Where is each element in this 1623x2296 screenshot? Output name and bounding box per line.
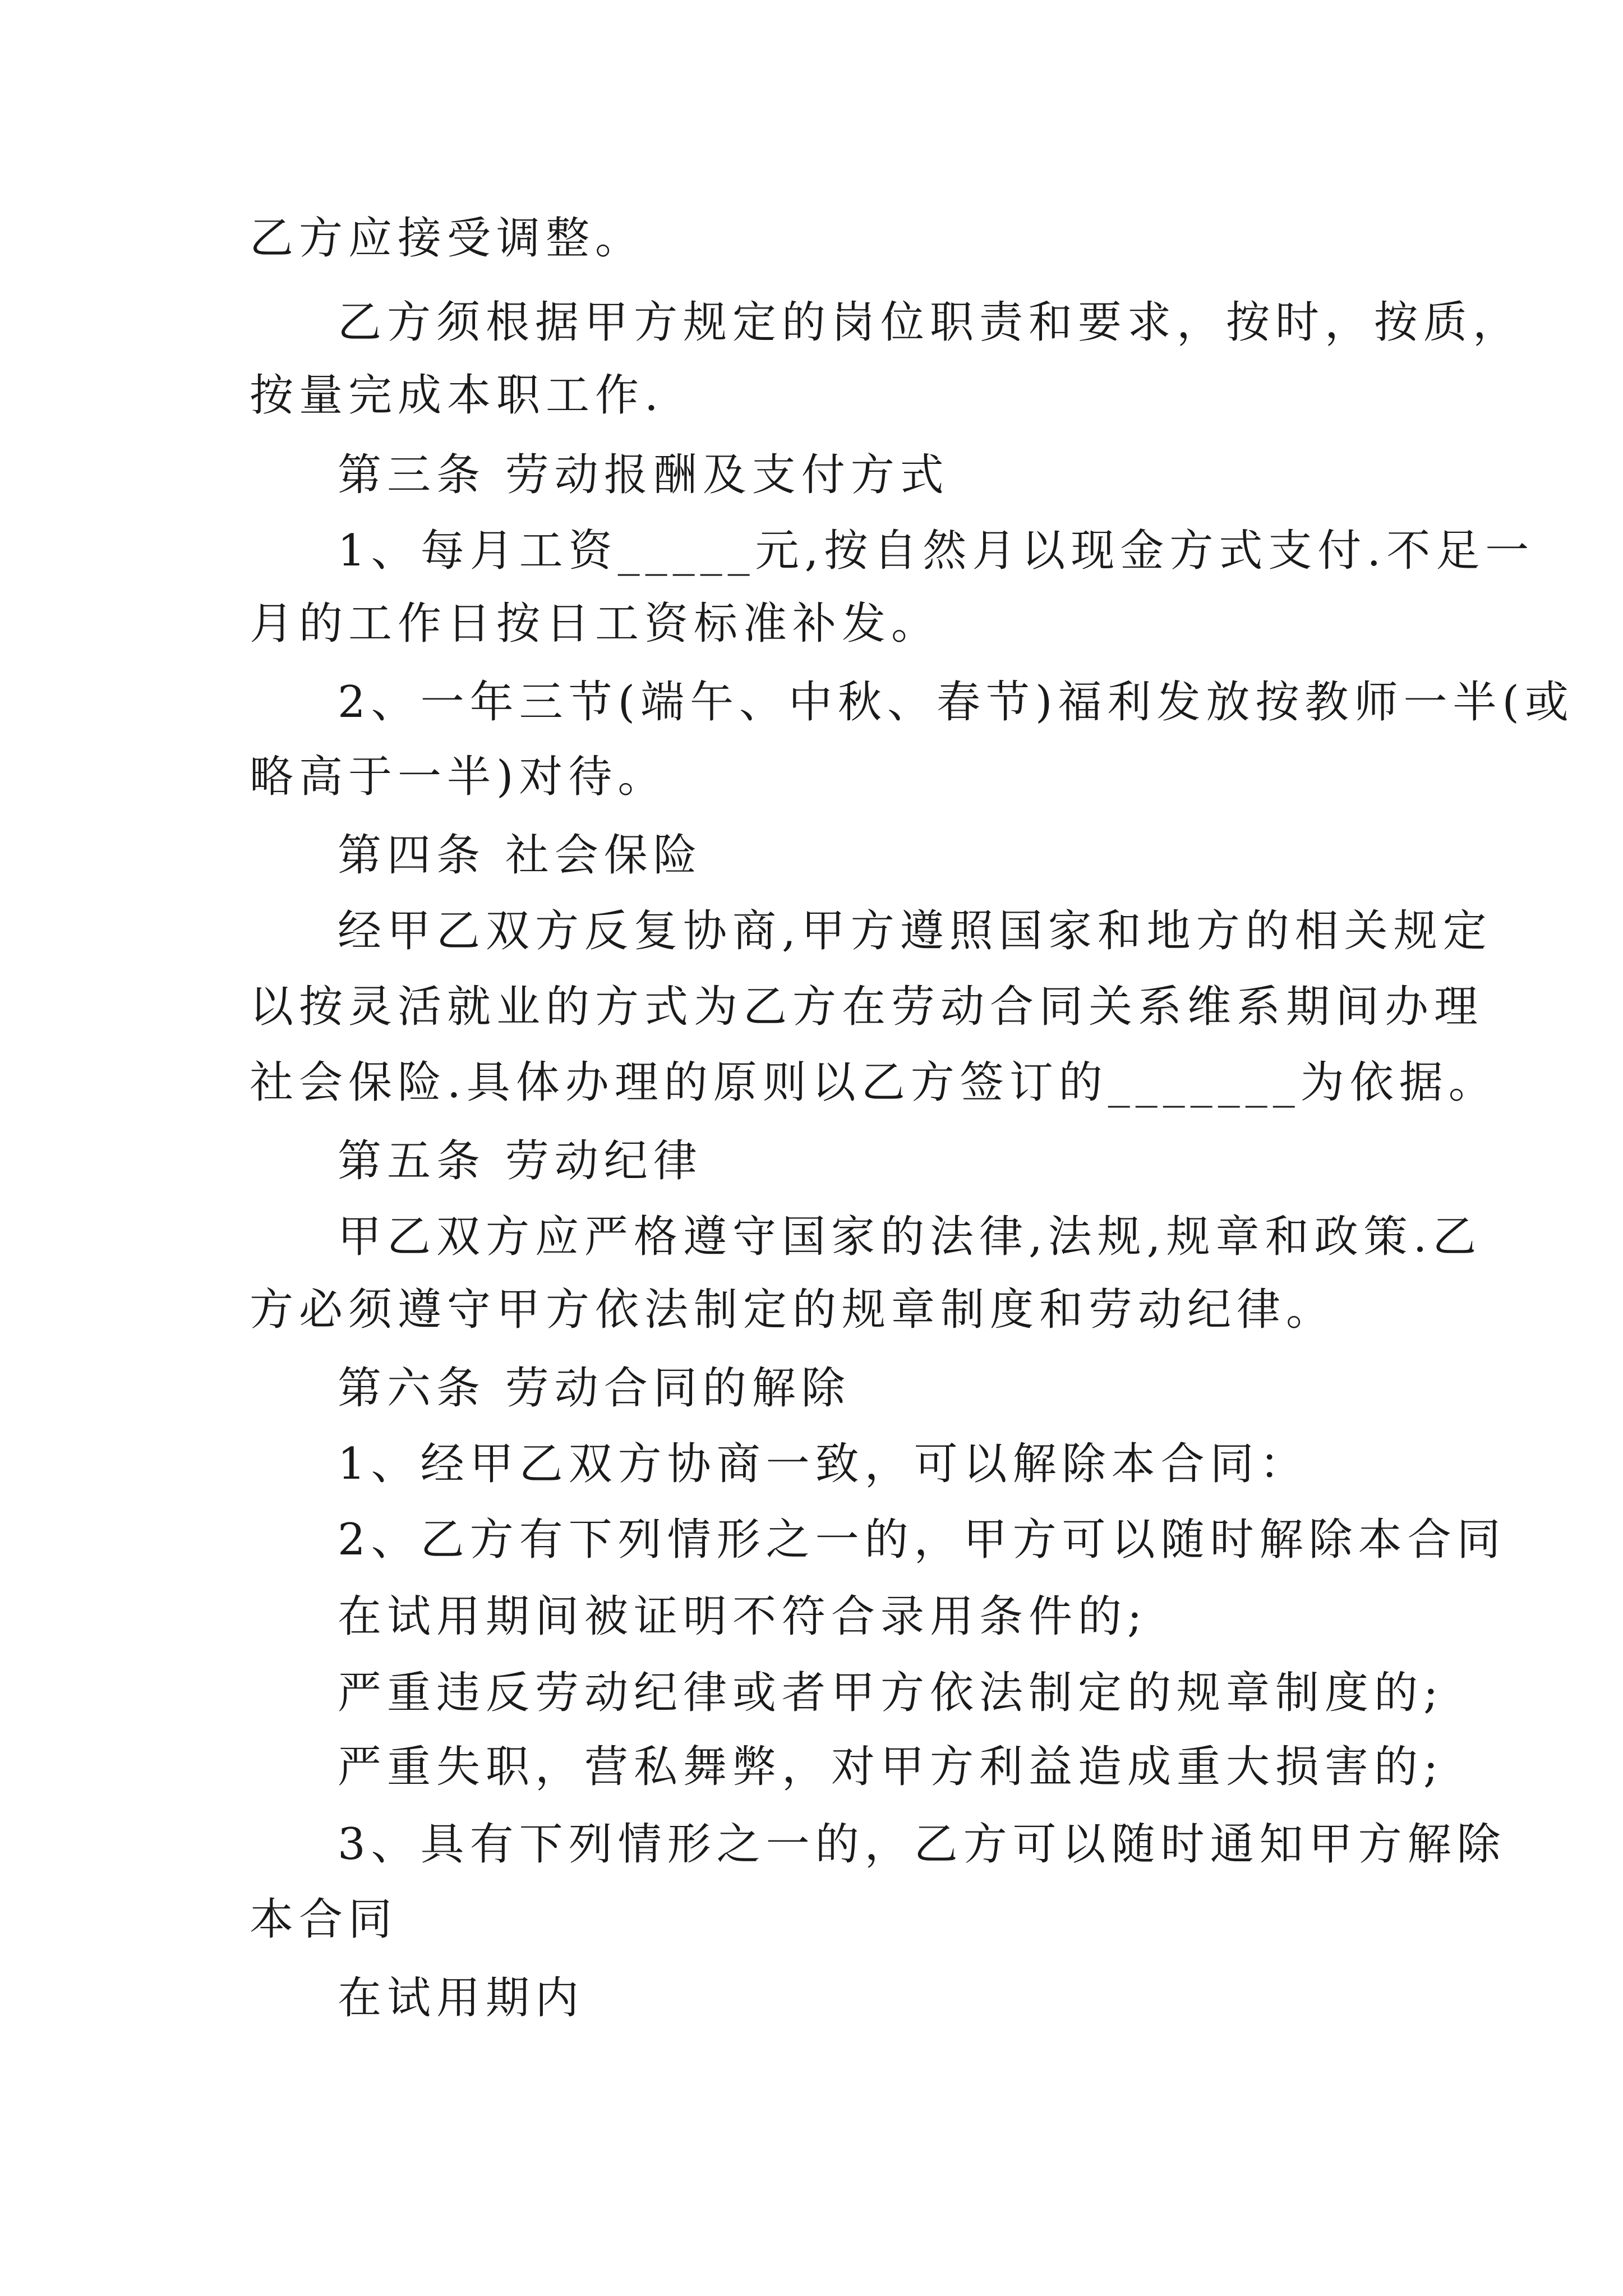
paragraph-line: 月的工作日按日工资标准补发。 [250, 599, 941, 649]
paragraph-line: 本合同 [250, 1894, 398, 1945]
paragraph-line: 经甲乙双方反复协商,甲方遵照国家和地方的相关规定 [338, 906, 1492, 956]
paragraph-line: 社会保险.具体办理的原则以乙方签订的_______为依据。 [250, 1057, 1498, 1108]
paragraph-line: 按量完成本职工作. [250, 370, 664, 421]
paragraph-line: 3、具有下列情形之一的，乙方可以随时通知甲方解除 [338, 1819, 1506, 1870]
paragraph-line: 1、每月工资_____元,按自然月以现金方式支付.不足一 [338, 526, 1535, 576]
paragraph-line: 方必须遵守甲方依法制定的规章制度和劳动纪律。 [250, 1285, 1336, 1335]
paragraph-line: 乙方应接受调整。 [250, 213, 645, 264]
paragraph-line: 甲乙双方应严格遵守国家的法律,法规,规章和政策.乙 [338, 1212, 1482, 1262]
paragraph-line: 以按灵活就业的方式为乙方在劳动合同关系维系期间办理 [250, 982, 1484, 1032]
paragraph-line: 2、乙方有下列情形之一的，甲方可以随时解除本合同 [338, 1515, 1506, 1565]
section-heading: 第六条 劳动合同的解除 [338, 1363, 851, 1414]
section-heading: 第五条 劳动纪律 [338, 1136, 703, 1186]
paragraph-line: 2、一年三节(端午、中秋、春节)福利发放按教师一半(或 [338, 677, 1574, 728]
paragraph-line: 严重失职，营私舞弊，对甲方利益造成重大损害的; [338, 1742, 1444, 1792]
paragraph-line: 严重违反劳动纪律或者甲方依法制定的规章制度的; [338, 1668, 1444, 1718]
section-heading: 第三条 劳动报酬及支付方式 [338, 450, 949, 500]
paragraph-line: 在试用期间被证明不符合录用条件的; [338, 1591, 1148, 1642]
paragraph-line: 1、经甲乙双方协商一致，可以解除本合同： [338, 1439, 1309, 1489]
paragraph-line: 乙方须根据甲方规定的岗位职责和要求，按时，按质， [338, 297, 1523, 348]
paragraph-line: 略高于一半)对待。 [250, 752, 667, 802]
section-heading: 第四条 社会保险 [338, 830, 703, 881]
paragraph-line: 在试用期内 [338, 1973, 585, 2023]
